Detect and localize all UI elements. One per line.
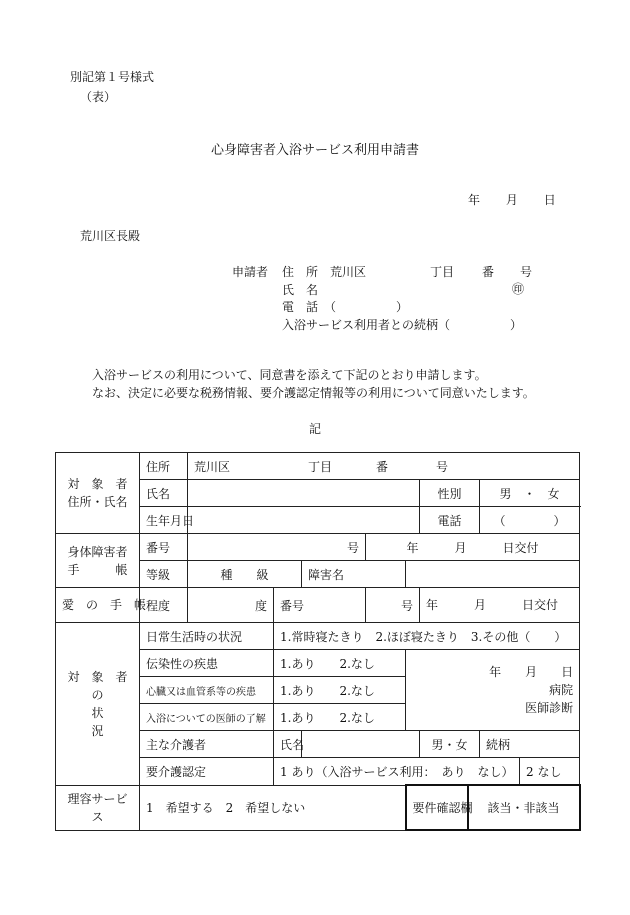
ki-heading: 記 bbox=[308, 422, 321, 436]
caregiver-relation-label: 続柄 bbox=[480, 731, 580, 758]
status-header: 対 象 者 の 状 況 bbox=[56, 623, 140, 786]
application-table bbox=[55, 452, 580, 831]
form-side-label: （表） bbox=[80, 90, 117, 104]
ai-number-field[interactable]: 号 bbox=[366, 588, 420, 623]
degree-field[interactable]: 度 bbox=[188, 588, 274, 623]
applicant-name-label: 氏 名 bbox=[282, 283, 319, 297]
daily-life-label: 日常生活時の状況 bbox=[140, 623, 274, 650]
degree-label: 程度 bbox=[140, 588, 188, 623]
caregiver-label: 主な介護者 bbox=[140, 731, 274, 758]
dob-label: 生年月日 bbox=[140, 507, 188, 534]
number-label: 番号 bbox=[140, 534, 188, 561]
applicant-ban: 番 bbox=[482, 265, 495, 279]
caregiver-name-field[interactable] bbox=[302, 731, 420, 758]
applicant-label: 申請者 bbox=[232, 265, 269, 279]
doctor-exam-label: 医師診断 bbox=[525, 701, 574, 715]
heart-options[interactable]: 1.あり 2.なし bbox=[274, 677, 406, 704]
name-field[interactable] bbox=[188, 480, 420, 507]
caregiver-sex[interactable]: 男・女 bbox=[420, 731, 480, 758]
doctor-diagnosis-box[interactable] bbox=[406, 650, 580, 731]
tel-label: 電話 bbox=[420, 507, 480, 534]
addressee: 荒川区長殿 bbox=[80, 229, 141, 243]
ai-number-label: 番号 bbox=[274, 588, 366, 623]
requirement-label: 要件確認欄 bbox=[406, 785, 468, 830]
doctor-consent-options[interactable]: 1.あり 2.なし bbox=[274, 704, 406, 731]
dob-field[interactable] bbox=[188, 507, 420, 534]
infectious-options[interactable]: 1.あり 2.なし bbox=[274, 650, 406, 677]
infectious-label: 伝染性の疾患 bbox=[140, 650, 274, 677]
heart-label: 心臓又は血管系等の疾患 bbox=[140, 677, 274, 704]
name-label: 氏名 bbox=[140, 480, 188, 507]
sex-field[interactable]: 男 ・ 女 bbox=[480, 480, 580, 507]
barber-header: 理容サービ ス bbox=[56, 785, 140, 830]
address-field[interactable]: 荒川区 丁目 番 号 bbox=[188, 453, 580, 480]
disability-name-field[interactable] bbox=[406, 561, 580, 588]
subject-header: 対 象 者 住所・氏名 bbox=[56, 453, 140, 534]
disability-card-header: 身体障害者 手 帳 bbox=[56, 534, 140, 588]
diagnosis-date: 年 月 日 bbox=[489, 665, 574, 679]
caregiver-name-label: 氏名 bbox=[274, 731, 302, 758]
address-label: 住所 bbox=[140, 453, 188, 480]
disability-issue-date[interactable]: 年 月 日交付 bbox=[366, 534, 580, 561]
applicant-relation: 入浴サービス利用者との続柄（ ） bbox=[282, 318, 523, 332]
disability-number-field[interactable]: 号 bbox=[188, 534, 366, 561]
barber-options[interactable]: 1 希望する 2 希望しない bbox=[140, 785, 406, 830]
daily-life-options[interactable]: 1.常時寝たきり 2.ほぼ寝たきり 3.その他（ ） bbox=[274, 623, 580, 650]
applicant-go: 号 bbox=[520, 265, 533, 279]
disability-name-label: 障害名 bbox=[302, 561, 406, 588]
form-number: 別記第１号様式 bbox=[70, 70, 155, 84]
doctor-consent-label: 入浴についての医師の了解 bbox=[140, 704, 274, 731]
grade-field[interactable]: 種 級 bbox=[188, 561, 302, 588]
applicant-tel: 電 話 （ ） bbox=[282, 300, 409, 314]
document-title: 心身障害者入浴サービス利用申請書 bbox=[210, 143, 419, 158]
tel-field[interactable]: （ ） bbox=[480, 507, 580, 534]
sex-label: 性別 bbox=[420, 480, 480, 507]
applicant-address bbox=[282, 263, 542, 280]
date-year: 年 bbox=[468, 193, 481, 207]
care-cert-label: 要介護認定 bbox=[140, 758, 274, 786]
date-day: 日 bbox=[543, 193, 556, 207]
applicant-chome: 丁目 bbox=[430, 265, 455, 279]
applicant-address-label: 住 所 荒川区 bbox=[282, 265, 367, 279]
seal-mark: ㊞ bbox=[512, 282, 525, 296]
ai-card-header: 愛 の 手 帳 bbox=[56, 588, 140, 623]
care-cert-options[interactable]: 1 あり（入浴サービス利用： あり なし） bbox=[274, 758, 520, 786]
application-date bbox=[468, 191, 578, 208]
grade-label: 等級 bbox=[140, 561, 188, 588]
date-month: 月 bbox=[505, 193, 518, 207]
care-cert-none[interactable]: 2 なし bbox=[520, 758, 580, 786]
consent-sentence: なお、決定に必要な税務情報、要介護認定情報等の利用について同意いたします。 bbox=[92, 386, 535, 400]
ai-issue-date[interactable]: 年 月 日交付 bbox=[420, 588, 580, 623]
request-sentence: 入浴サービスの利用について、同意書を添えて下記のとおり申請します。 bbox=[92, 368, 487, 382]
requirement-result[interactable]: 該当・非該当 bbox=[468, 785, 580, 830]
hospital-label: 病院 bbox=[549, 683, 574, 697]
